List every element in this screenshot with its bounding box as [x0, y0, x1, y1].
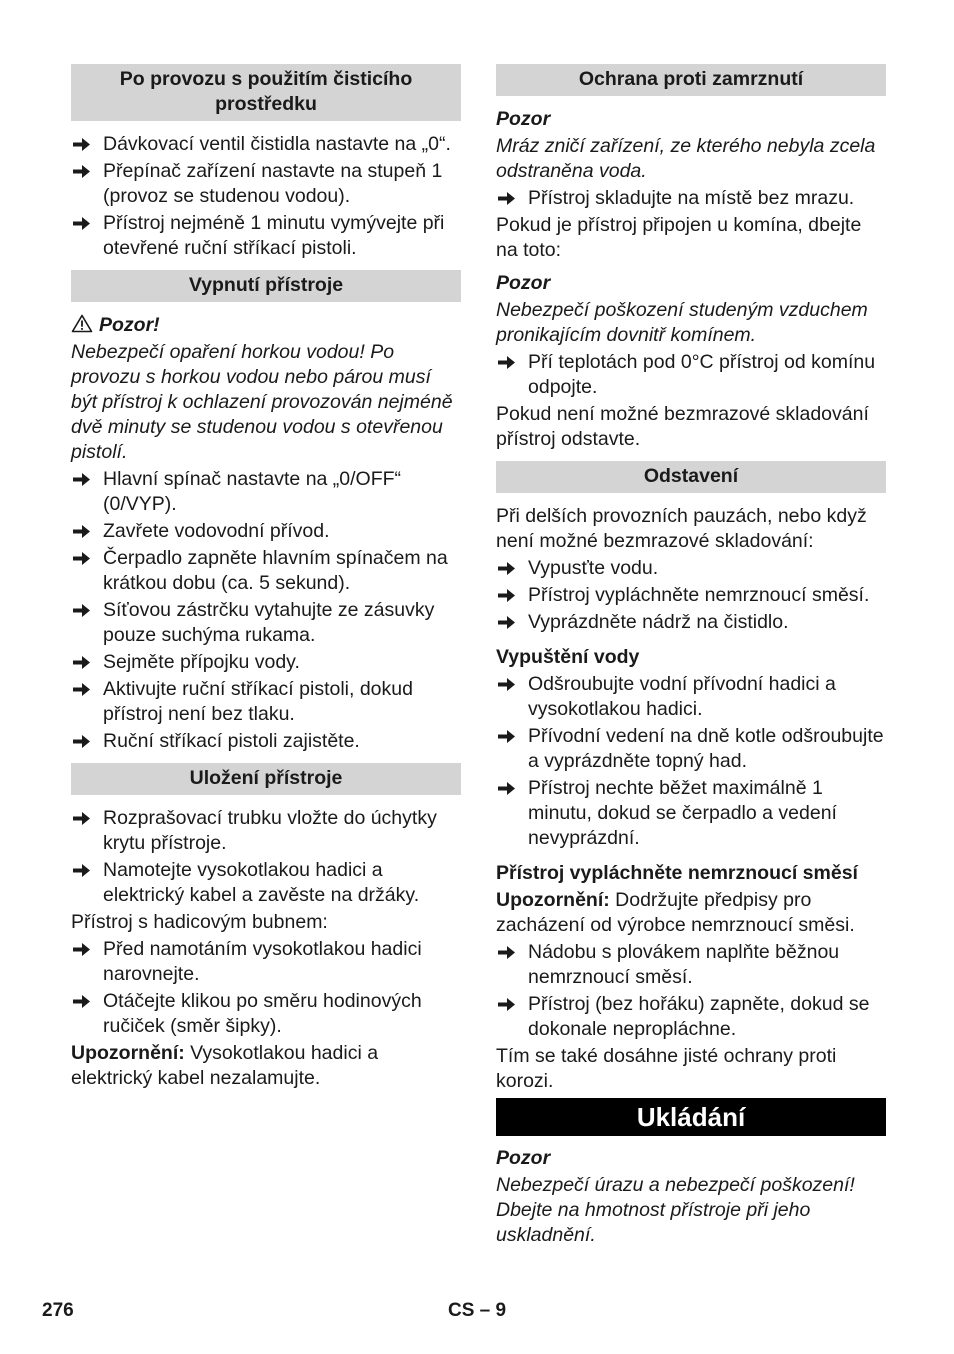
section-heading-storage: Uložení přístroje [71, 763, 461, 795]
chapter-heading-storage: Ukládání [496, 1098, 886, 1136]
arrow-right-icon [498, 192, 515, 205]
note-paragraph [71, 1041, 461, 1091]
list-item-text: Zavřete vodovodní přívod. [103, 520, 330, 542]
list-item [496, 186, 886, 211]
arrow-right-icon [498, 616, 515, 629]
paragraph: Pokud je přístroj připojen u komína, dbejte na toto: [496, 214, 862, 261]
list-item [71, 858, 461, 908]
warning-text: Nebezpečí úrazu a nebezpečí poškození! Dbejte na hmotnost přístroje při jeho uskladnění. [496, 1174, 855, 1246]
list-item-text: Vypusťte vodu. [528, 557, 659, 579]
list-item-text: Odšroubujte vodní přívodní hadici a vysokotlakou hadici. [528, 673, 836, 720]
arrow-right-icon [73, 552, 90, 565]
warning-text: Mráz zničí zařízení, ze kterého nebyla zcela odstraněna voda. [496, 135, 876, 182]
arrow-right-icon [73, 995, 90, 1008]
note-label: Upozornění: [496, 889, 610, 911]
list-item-text: Pří teplotách pod 0°C přístroj od komínu odpojte. [528, 351, 876, 398]
step-list [496, 350, 886, 400]
list-item-text: Aktivujte ruční stříkací pistoli, dokud přístroj není bez tlaku. [103, 678, 413, 725]
list-item-text: Dávkovací ventil čistidla nastavte na „0“. [103, 133, 451, 155]
section-heading-switch-off: Vypnutí přístroje [71, 270, 461, 302]
list-item-text: Síťovou zástrčku vytahujte ze zásuvky pouze suchýma rukama. [103, 599, 435, 646]
arrow-right-icon [73, 217, 90, 230]
subheading-drain-water: Vypuštění vody [496, 646, 640, 668]
list-item [71, 132, 461, 157]
paragraph: Při delších provozních pauzách, nebo když není možné bezmrazové skladování: [496, 505, 867, 552]
list-item [71, 677, 461, 727]
page-number: 276 [42, 1300, 74, 1321]
list-item-text: Rozprašovací trubku vložte do úchytky krytu přístroje. [103, 807, 437, 854]
step-list [496, 556, 886, 635]
list-item [496, 776, 886, 851]
section-heading-after-detergent: Po provozu s použitím čisticího prostředku [71, 64, 461, 121]
arrow-right-icon [73, 943, 90, 956]
list-item [496, 583, 886, 608]
arrow-right-icon [73, 656, 90, 669]
step-list [496, 940, 886, 1042]
list-item [71, 650, 461, 675]
list-item-text: Přístroj nejméně 1 minutu vymývejte při otevřené ruční stříkací pistoli. [103, 212, 445, 259]
list-item-text: Přístroj nechte běžet maximálně 1 minutu, dokud se čerpadlo a vedení nevyprázdní. [528, 777, 837, 849]
warning-title: Pozor [496, 272, 551, 294]
arrow-right-icon [498, 730, 515, 743]
list-item [496, 556, 886, 581]
warning-text: Nebezpečí opaření horkou vodou! Po provozu s horkou vodou nebo párou musí být přístroj k ochlazení provozován nejméně dvě minuty se studenou vodou s otevřenou pistolí. [71, 341, 453, 463]
note-label: Upozornění: [71, 1042, 185, 1064]
arrow-right-icon [73, 735, 90, 748]
list-item-text: Přístroj vypláchněte nemrznoucí směsí. [528, 584, 870, 606]
right-column [496, 64, 886, 1250]
subheading-antifreeze-rinse: Přístroj vypláchněte nemrznoucí směsí [496, 862, 858, 884]
list-item-text: Přívodní vedení na dně kotle odšroubujte a vyprázdněte topný had. [528, 725, 884, 772]
arrow-right-icon [498, 589, 515, 602]
warning-triangle-icon [71, 314, 93, 333]
warning-text: Nebezpečí poškození studeným vzduchem pronikajícím dovnitř komínem. [496, 299, 868, 346]
list-item [71, 211, 461, 261]
arrow-right-icon [498, 356, 515, 369]
arrow-right-icon [498, 782, 515, 795]
list-item [496, 610, 886, 635]
list-item [496, 940, 886, 990]
step-list [71, 937, 461, 1039]
left-column [71, 64, 461, 1093]
list-item [71, 598, 461, 648]
arrow-right-icon [73, 604, 90, 617]
language-page-label: CS – 9 [448, 1300, 507, 1321]
note-text: Dodržujte předpisy pro zacházení od výrobce nemrznoucí směsi. [496, 889, 855, 936]
warning-title: Pozor [496, 1147, 551, 1169]
section-heading-shutdown: Odstavení [496, 461, 886, 493]
arrow-right-icon [73, 473, 90, 486]
paragraph: Tím se také dosáhne jisté ochrany proti korozi. [496, 1045, 837, 1092]
arrow-right-icon [73, 165, 90, 178]
note-text: Vysokotlakou hadici a elektrický kabel nezalamujte. [71, 1042, 379, 1089]
arrow-right-icon [498, 946, 515, 959]
list-item [71, 546, 461, 596]
paragraph: Přístroj s hadicovým bubnem: [71, 911, 328, 933]
list-item [496, 724, 886, 774]
list-item-text: Přístroj (bez hořáku) zapněte, dokud se dokonale nepropláchne. [528, 993, 870, 1040]
list-item-text: Přístroj skladujte na místě bez mrazu. [528, 187, 855, 209]
list-item-text: Před namotáním vysokotlakou hadici narovnejte. [103, 938, 422, 985]
note-paragraph [496, 888, 886, 938]
step-list [71, 132, 461, 261]
list-item-text: Otáčejte klikou po směru hodinových ručiček (směr šipky). [103, 990, 422, 1037]
arrow-right-icon [73, 812, 90, 825]
arrow-right-icon [498, 998, 515, 1011]
list-item-text: Čerpadlo zapněte hlavním spínačem na krátkou dobu (ca. 5 sekund). [103, 547, 448, 594]
step-list [496, 672, 886, 851]
list-item [496, 350, 886, 400]
list-item [71, 937, 461, 987]
list-item [71, 519, 461, 544]
list-item-text: Přepínač zařízení nastavte na stupeň 1 (provoz se studenou vodou). [103, 160, 443, 207]
list-item [71, 159, 461, 209]
list-item-text: Vyprázdněte nádrž na čistidlo. [528, 611, 789, 633]
warning-title: Pozor! [71, 313, 461, 338]
list-item [496, 992, 886, 1042]
list-item [71, 467, 461, 517]
list-item-text: Hlavní spínač nastavte na „0/OFF“ (0/VYP). [103, 468, 402, 515]
arrow-right-icon [498, 678, 515, 691]
list-item-text: Sejměte přípojku vody. [103, 651, 300, 673]
arrow-right-icon [498, 562, 515, 575]
step-list [71, 806, 461, 908]
step-list [71, 467, 461, 754]
warning-title: Pozor [496, 108, 551, 130]
arrow-right-icon [73, 683, 90, 696]
section-heading-frost-protection: Ochrana proti zamrznutí [496, 64, 886, 96]
arrow-right-icon [73, 864, 90, 877]
list-item [496, 672, 886, 722]
list-item-text: Nádobu s plovákem naplňte běžnou nemrznoucí směsí. [528, 941, 840, 988]
paragraph: Pokud není možné bezmrazové skladování přístroj odstavte. [496, 403, 869, 450]
arrow-right-icon [73, 138, 90, 151]
list-item [71, 806, 461, 856]
arrow-right-icon [73, 525, 90, 538]
list-item-text: Namotejte vysokotlakou hadici a elektrický kabel a zavěste na držáky. [103, 859, 420, 906]
list-item [71, 729, 461, 754]
list-item-text: Ruční stříkací pistoli zajistěte. [103, 730, 360, 752]
list-item [71, 989, 461, 1039]
step-list [496, 186, 886, 211]
